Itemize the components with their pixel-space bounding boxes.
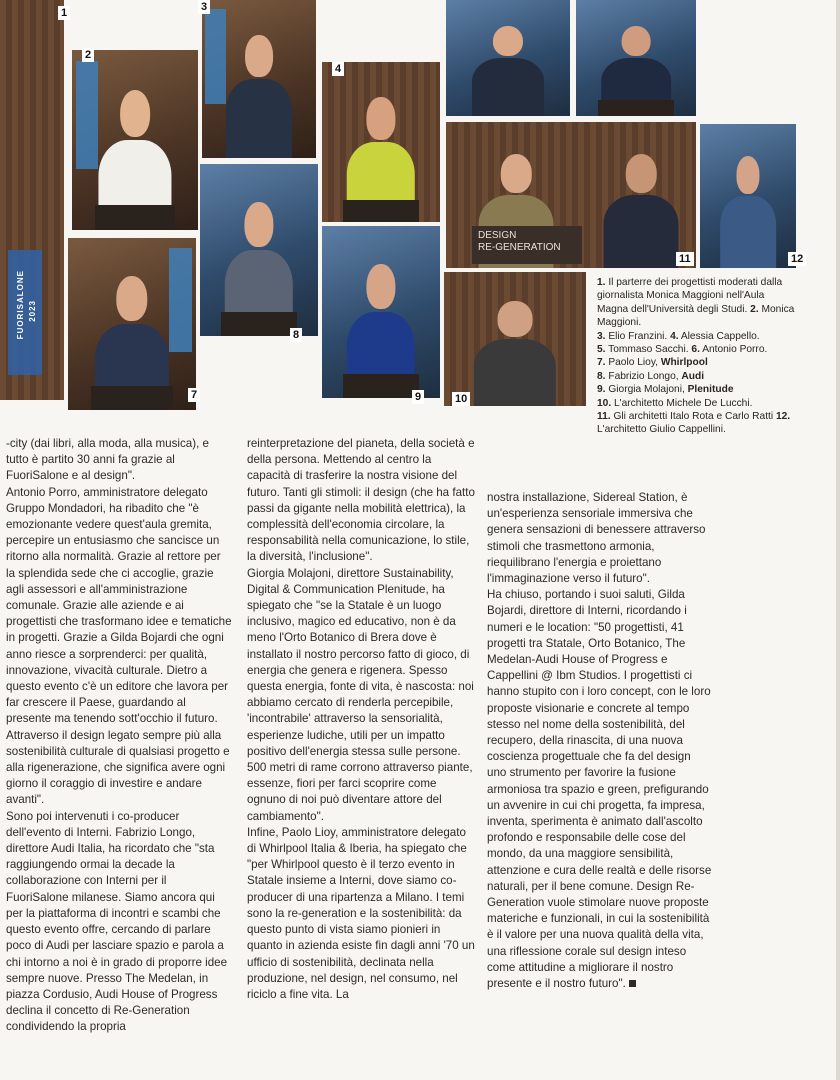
photo-number: 9 xyxy=(412,390,424,404)
article-column-2: reinterpretazione del pianeta, della società e della persona. Mettendo al centro la capacità di trasferire la nostra visione del futuro. Tanti gli stimoli: il design (che ha fatto passi da gigante nella mobilità elettrica), la complessità dell'economia circolare, la responsabilità nella comunicazione, lo stile, la diversità, l'inclusione". Giorgia Molajoni, direttore Sustainability, Digital & Communication Plenitude, ha spiegato che "se la Statale è un luogo inclusivo, magico ed educativo, non è da meno l'Orto Botanico di Brera dove è installato il nostro percorso fatto di gioco, di energia che genera e rigenera. Spesso questa energia, fonte di vita, è nascosta: noi abbiamo cercato di renderla percepibile, 'incontrabile' attraverso la sensorialità, esperienze ludiche, utili per un impatto positivo dell'energia stessa sulle persone. 500 metri di rame corrono attraverso piante, essenze, fiori per farci scoprire come ognuno di noi può diventare attore del cambiamento". Infine, Paolo Lioy, amministratore delegato di Whirlpool Italia & Iberia, ha spiegato che "per Whirlpool questo è il terzo evento in Statale insieme a Interni, dove siamo co-producer di una ripartenza a Milano. I temi sono la re-generation e la sostenibilità: da questo punto di vista siamo pionieri in quanto in azienda esiste fin dagli anni '70 un ufficio di sostenibilità, declinata nella produzione, nel design, nel consumo, nel riciclo a fine vita. La xyxy=(247,437,475,1001)
caption-text: Fabrizio Longo, xyxy=(608,370,679,382)
photo-3 xyxy=(202,0,316,158)
photo-number: 4 xyxy=(332,62,344,76)
photo-caption xyxy=(597,276,797,437)
photo-10 xyxy=(444,272,586,406)
caption-num: 1. xyxy=(597,277,606,288)
caption-brand: Audi xyxy=(681,370,705,382)
photo-number: 11 xyxy=(676,252,694,266)
caption-num: 12. xyxy=(775,411,791,423)
caption-num: 5. xyxy=(597,344,606,356)
caption-text: Tommaso Sacchi. xyxy=(608,344,689,356)
article-column-3-text: nostra installazione, Sidereal Station, è un'esperienza sensoriale immersiva che genera sensazioni di benessere attraverso stimoli che trasmettono armonia, riequilibrano l'energia e proiettano l'immaginazione verso il futuro". Ha chiuso, portando i suoi saluti, Gilda Bojardi, direttore di Interni, ricordando i numeri e le location: "50 progettisti, 41 progetti tra Statale, Orto Botanico, The Medelan-Audi House of Progress e Cappellini @ Ibm Studios. I progettisti ci hanno stupito con i loro concept, con le loro proposte visionarie e concrete al tempo stesso nel nome della sostenibilità, del recupero, della rinascita, di una nuova coscienza progettuale che fa del design uno strumento per favorire la fusione armoniosa tra spazio e green, prefigurando un avvenire in cui chi progetta, fa impresa, inventa, sperimenta è animato dall'ascolto profondo e responsabile delle cose del mondo, da una maggiore sensibilità, attenzione e cura delle realtà e delle risorse naturali, per il bene comune. Design Re-Generation vuole stimolare nuove proposte materiche e funzionali, in cui la sostenibilità è il valore per una nuova qualità della vita, una riflessione corale sul design inteso come attitudine a migliorare il nostro presente e il nostro futuro". xyxy=(487,491,712,991)
photo-number: 3 xyxy=(198,0,210,14)
article-column-1: -city (dai libri, alla moda, alla musica), e tutto è partito 30 anni fa grazie al FuoriSalone e al design". Antonio Porro, amministratore delegato Gruppo Mondadori, ha ribadito che "è emozionante vedere quest'aula gremita, percepire un entusiasmo che sancisce un ritorno alla normalità. Grazie al rettore per la splendida sede che ci accoglie, grazie agli assessori e all'amministrazione comunale. Grazie alle aziende e ai progettisti che trasformano idee e tematiche in progetti. Grazie a Gilda Bojardi che ogni anno riesce a sorprenderci: per qualità, innovazione, vivacità culturale. Dietro a questo evento c'è un editore che lavora per far crescere il Paese, guardando al presente ma tenendo sott'occhio il futuro. Attraverso il design legato sempre più alla sostenibilità culturale di qualsiasi progetto e alla rigenerazione, che significa avere ogni giorno il coraggio di investire e andare avanti". Sono poi intervenuti i co-producer dell'evento di Interni. Fabrizio Longo, direttore Audi Italia, ha ricordato che "sta raggiungendo ormai la decade la collaborazione con Interni per il FuoriSalone milanese. Siamo ancora qui per la piattaforma di incontri e scambi che questo evento offre, cercando di parlare poco di Audi per lasciare spazio e parola a chi intorno a noi è in grado di proporre idee sempre nuove. Presso The Medelan, in piazza Cordusio, Audi House of Progress declina il concetto di Re-Generation condividendo la propria xyxy=(6,437,232,1034)
design-sign-line2: RE-GENERATION xyxy=(478,242,561,253)
caption-text: Elio Franzini. xyxy=(608,330,668,342)
photo-number: 12 xyxy=(788,252,806,266)
caption-text: L'architetto Michele De Lucchi. xyxy=(614,397,753,409)
design-regeneration-sign xyxy=(472,226,582,264)
caption-text: Alessia Cappello. xyxy=(680,330,760,342)
photo-4 xyxy=(322,62,440,222)
photo-number: 8 xyxy=(290,328,302,342)
photo-number: 7 xyxy=(188,388,200,402)
design-sign-line1: DESIGN xyxy=(478,230,517,241)
caption-num: 3. xyxy=(597,330,606,342)
photo-number: 10 xyxy=(452,392,470,406)
photo-12 xyxy=(700,124,796,268)
photo-7 xyxy=(68,238,196,410)
caption-num: 11. xyxy=(597,411,611,423)
photo-11 xyxy=(446,122,696,268)
caption-text: Giorgia Molajoni, xyxy=(608,384,685,396)
photo-2 xyxy=(72,50,198,230)
caption-text: Antonio Porro. xyxy=(702,344,768,356)
caption-text: Gli architetti Italo Rota e Carlo Ratti xyxy=(613,411,774,423)
caption-num: 8. xyxy=(597,370,606,382)
caption-num: 7. xyxy=(597,357,606,369)
caption-text: Monica Maggioni. xyxy=(597,303,795,329)
photo-5 xyxy=(446,0,570,116)
caption-text: L'architetto Giulio Cappellini. xyxy=(597,424,726,436)
photo-8 xyxy=(200,164,318,336)
caption-text: Il parterre dei progettisti moderati dalla giornalista Monica Maggioni nell'Aula Magna dell'Università degli Studi. xyxy=(597,277,783,315)
photo-6 xyxy=(576,0,696,116)
caption-num: 10. xyxy=(597,397,612,409)
photo-9 xyxy=(322,226,440,398)
banner-year-text: 2023 xyxy=(28,300,37,322)
banner-event-text: FUORISALONE xyxy=(16,270,25,340)
photo-number: 1 xyxy=(58,6,70,20)
caption-brand: Plenitude xyxy=(687,384,734,396)
caption-num: 4. xyxy=(670,330,679,342)
caption-brand: Whirlpool xyxy=(660,357,708,369)
caption-num: 9. xyxy=(597,384,606,396)
caption-text: Paolo Lioy, xyxy=(608,357,658,369)
end-of-article-mark xyxy=(629,980,636,987)
photo-number: 2 xyxy=(82,48,94,62)
page-edge xyxy=(836,0,840,1080)
photo-1 xyxy=(0,0,64,400)
article-column-3 xyxy=(487,490,713,992)
caption-num: 2. xyxy=(750,303,759,315)
caption-num: 6. xyxy=(691,344,700,356)
